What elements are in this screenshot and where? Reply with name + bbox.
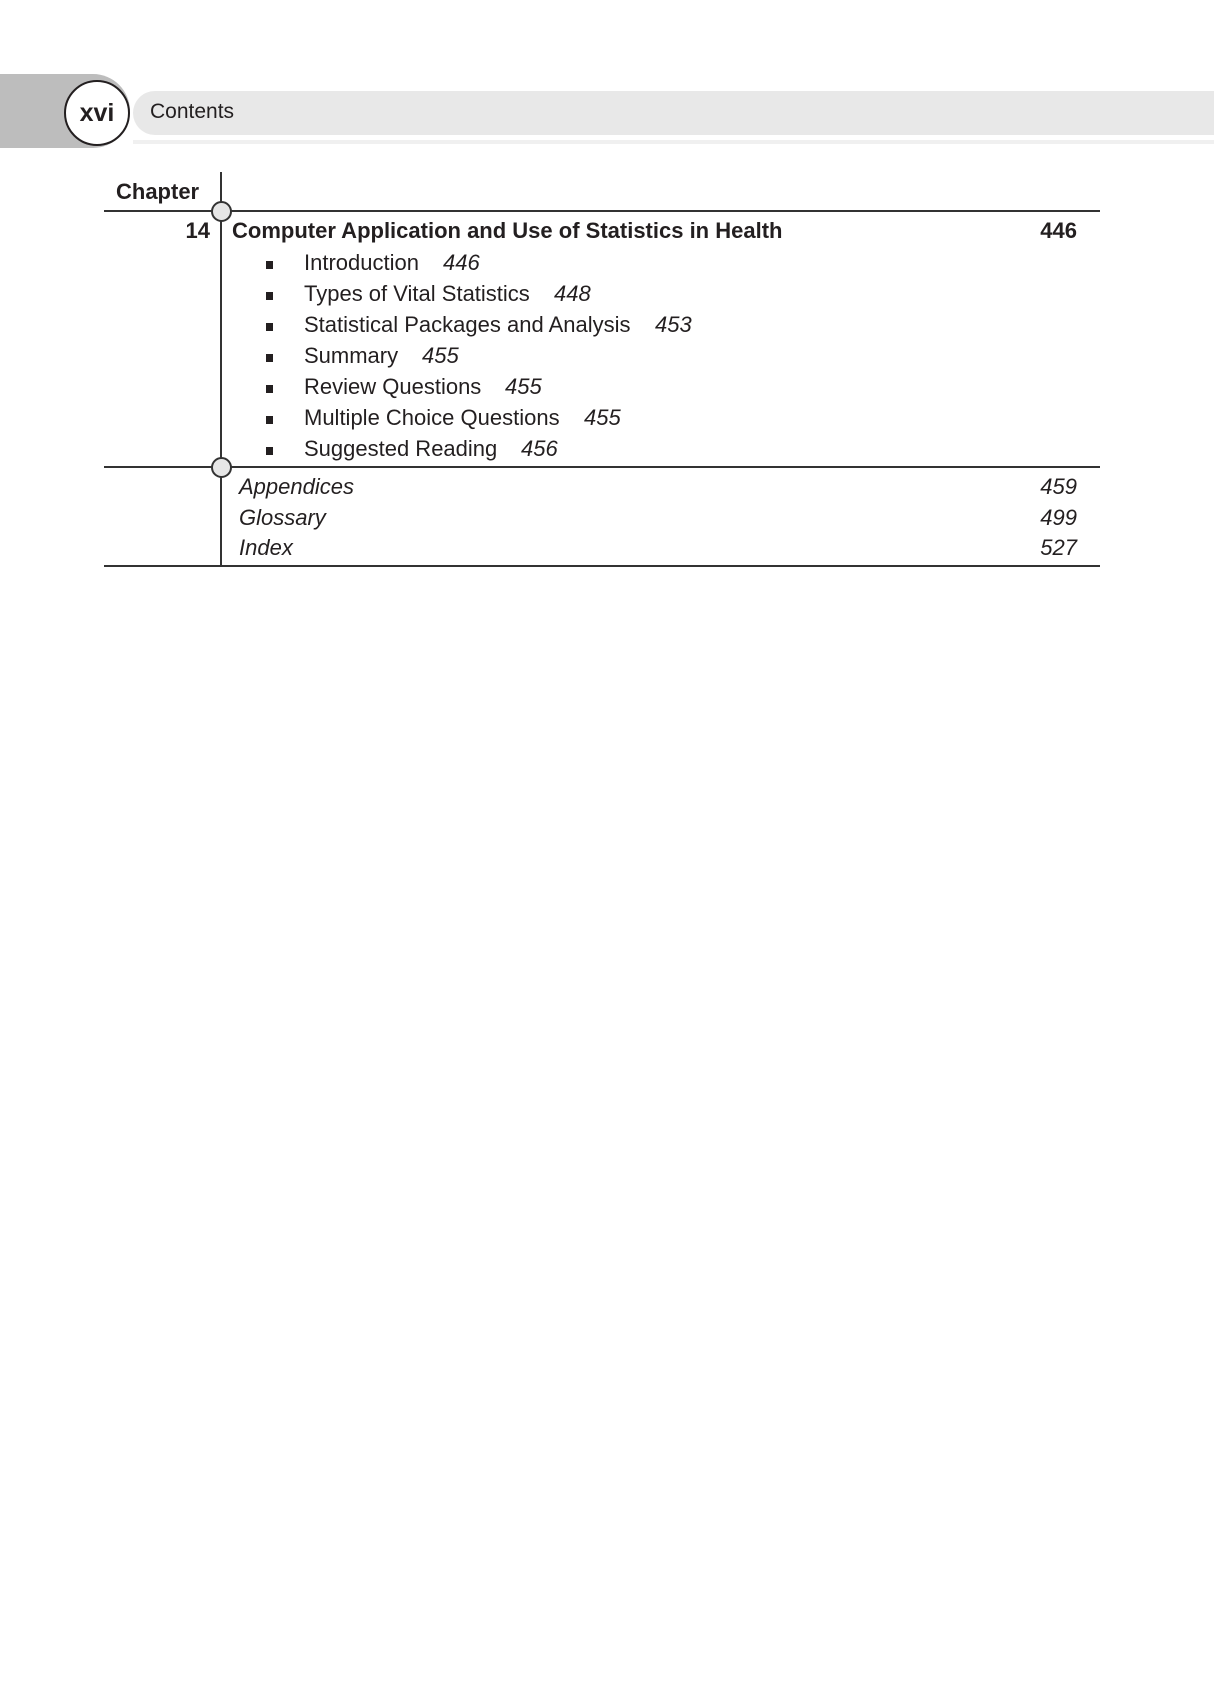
rule-bottom [104,565,1100,567]
back-matter-glossary[interactable]: Glossary [239,505,326,530]
bullet-icon [266,354,273,362]
rule-top [104,210,1100,212]
section-label: Statistical Packages and Analysis [304,312,631,337]
chapter-page: 446 [1040,218,1077,243]
back-matter-page: 499 [1040,505,1077,530]
section-page: 448 [554,281,591,306]
section-label: Types of Vital Statistics [304,281,530,306]
section-label: Introduction [304,250,419,275]
section-label: Review Questions [304,374,482,399]
bullet-icon [266,385,273,393]
header-bar [133,91,1214,135]
back-matter-page: 527 [1040,535,1077,560]
rule-knot-icon [211,457,232,478]
bullet-icon [266,323,273,331]
bullet-icon [266,416,273,424]
section-page: 455 [505,374,542,399]
section-page: 455 [422,343,459,368]
section-page: 455 [584,405,621,430]
header-shadow [133,140,1214,144]
running-header-title: Contents [150,100,235,123]
back-matter-appendices[interactable]: Appendices [239,474,354,499]
section-page: 453 [655,312,692,337]
page-number: xvi [64,80,130,146]
bullet-icon [266,292,273,300]
rule-middle [104,466,1100,468]
back-matter-index[interactable]: Index [239,535,293,560]
bullet-icon [266,261,273,269]
section-label: Summary [304,343,399,368]
back-matter-page: 459 [1040,474,1077,499]
section-page: 446 [443,250,480,275]
bullet-icon [266,447,273,455]
column-divider [220,172,222,567]
section-label: Multiple Choice Questions [304,405,560,430]
chapter-number: 14 [185,218,210,243]
rule-knot-icon [211,201,232,222]
chapter-column-header: Chapter [116,179,200,204]
section-page: 456 [521,436,558,461]
section-label: Suggested Reading [304,436,498,461]
chapter-title[interactable]: Computer Application and Use of Statistics in Health [232,218,783,243]
